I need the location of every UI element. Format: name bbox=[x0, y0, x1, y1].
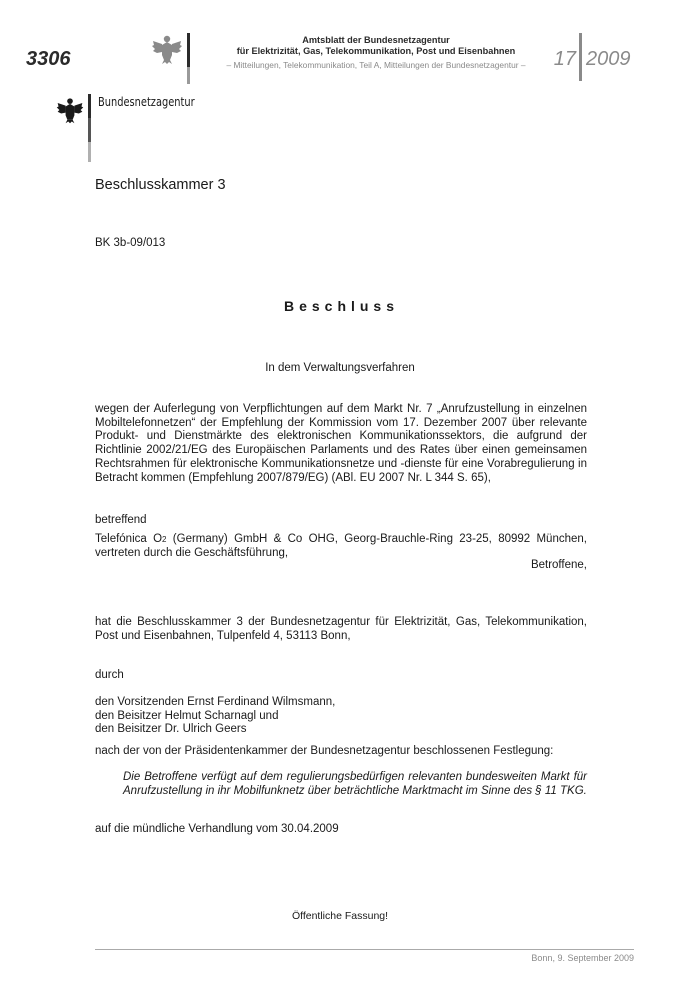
concerning-label: betreffend bbox=[95, 514, 147, 526]
party-name-subscript: 2 bbox=[162, 535, 167, 544]
affected-label: Betroffene, bbox=[530, 559, 587, 571]
gazette-title bbox=[190, 35, 562, 57]
by-label: durch bbox=[95, 669, 124, 681]
document-title: Beschluss bbox=[283, 298, 400, 314]
logo-bar-light bbox=[88, 142, 91, 162]
page-number: 3306 bbox=[26, 48, 71, 70]
party-name: Telefónica O bbox=[95, 533, 163, 545]
file-number: BK 3b-09/013 bbox=[95, 237, 166, 249]
gazette-title-line1: Amtsblatt der Bundesnetzagentur bbox=[302, 35, 450, 45]
chamber-members bbox=[95, 696, 335, 737]
intro-text: In dem Verwaltungsverfahren bbox=[265, 362, 415, 374]
public-version-note: Öffentliche Fassung! bbox=[291, 910, 389, 922]
paragraph-subject: wegen der Auferlegung von Verpflichtungen auf dem Markt Nr. 7 „Anrufzustellung in einzelnen Mobiltelefonnetzen“ der Empfehlung der Kommission vom 17. Dezember 2007 über relevante Produkt- und Dienstmärkte des elektronischen Kommunikationssektors, die aufgrund der Richtlinie 2002/21/EG des Europäischen Parlaments und des Rates über einen gemeinsamen Rechtsrahmen für elektronische Kommunikationsnetze und -dienste für eine Vorabregulierung in Betracht kommen (Empfehlung 2007/879/EG) (ABl. EU 2007 Nr. L 344 S. 65), bbox=[95, 403, 587, 484]
logo-bar-dark bbox=[88, 94, 91, 118]
issue-year: 2009 bbox=[586, 48, 631, 70]
agency-logo-text: Bundesnetzagentur bbox=[98, 95, 195, 109]
determination-quote: Die Betroffene verfügt auf dem regulierungsbedürfigen relevanten bundesweiten Markt für Anrufzustellung in ihr Mobilfunknetz über beträchtliche Marktmacht im Sinne des § 11 TKG. bbox=[123, 771, 587, 797]
logo-bar-mid bbox=[88, 118, 91, 142]
member-assessor: den Beisitzer Helmut Scharnagl und bbox=[95, 709, 279, 722]
gazette-subtitle: – Mitteilungen, Telekommunikation, Teil A, Mitteilungen der Bundesnetzagentur – bbox=[226, 60, 526, 70]
member-assessor: den Beisitzer Dr. Ulrich Geers bbox=[95, 723, 247, 736]
footer-divider bbox=[95, 949, 634, 950]
determination-intro: nach der von der Präsidentenkammer der Bundesnetzagentur beschlossenen Festlegung: bbox=[95, 745, 554, 757]
federal-eagle-icon bbox=[55, 95, 85, 125]
issue-number: 17 bbox=[553, 48, 576, 70]
affected-party bbox=[95, 533, 587, 560]
footer-date: Bonn, 9. September 2009 bbox=[531, 953, 634, 963]
paragraph-chamber: hat die Beschlusskammer 3 der Bundesnetzagentur für Elektrizität, Gas, Telekommunikation, Post und Eisenbahnen, Tulpenfeld 4, 53113 Bonn, bbox=[95, 616, 587, 642]
member-chair: den Vorsitzenden Ernst Ferdinand Wilmsmann, bbox=[95, 696, 336, 708]
decision-chamber: Beschlusskammer 3 bbox=[95, 177, 226, 193]
issue-divider bbox=[579, 33, 582, 81]
party-details: (Germany) GmbH & Co OHG, Georg-Brauchle-Ring 23-25, 80992 München, vertreten durch die Geschäftsführung, bbox=[95, 533, 587, 559]
federal-eagle-icon bbox=[150, 33, 184, 65]
hearing-date-text: auf die mündliche Verhandlung vom 30.04.2009 bbox=[95, 823, 339, 835]
gazette-title-line2: für Elektrizität, Gas, Telekommunikation, Post und Eisenbahnen bbox=[236, 46, 516, 56]
